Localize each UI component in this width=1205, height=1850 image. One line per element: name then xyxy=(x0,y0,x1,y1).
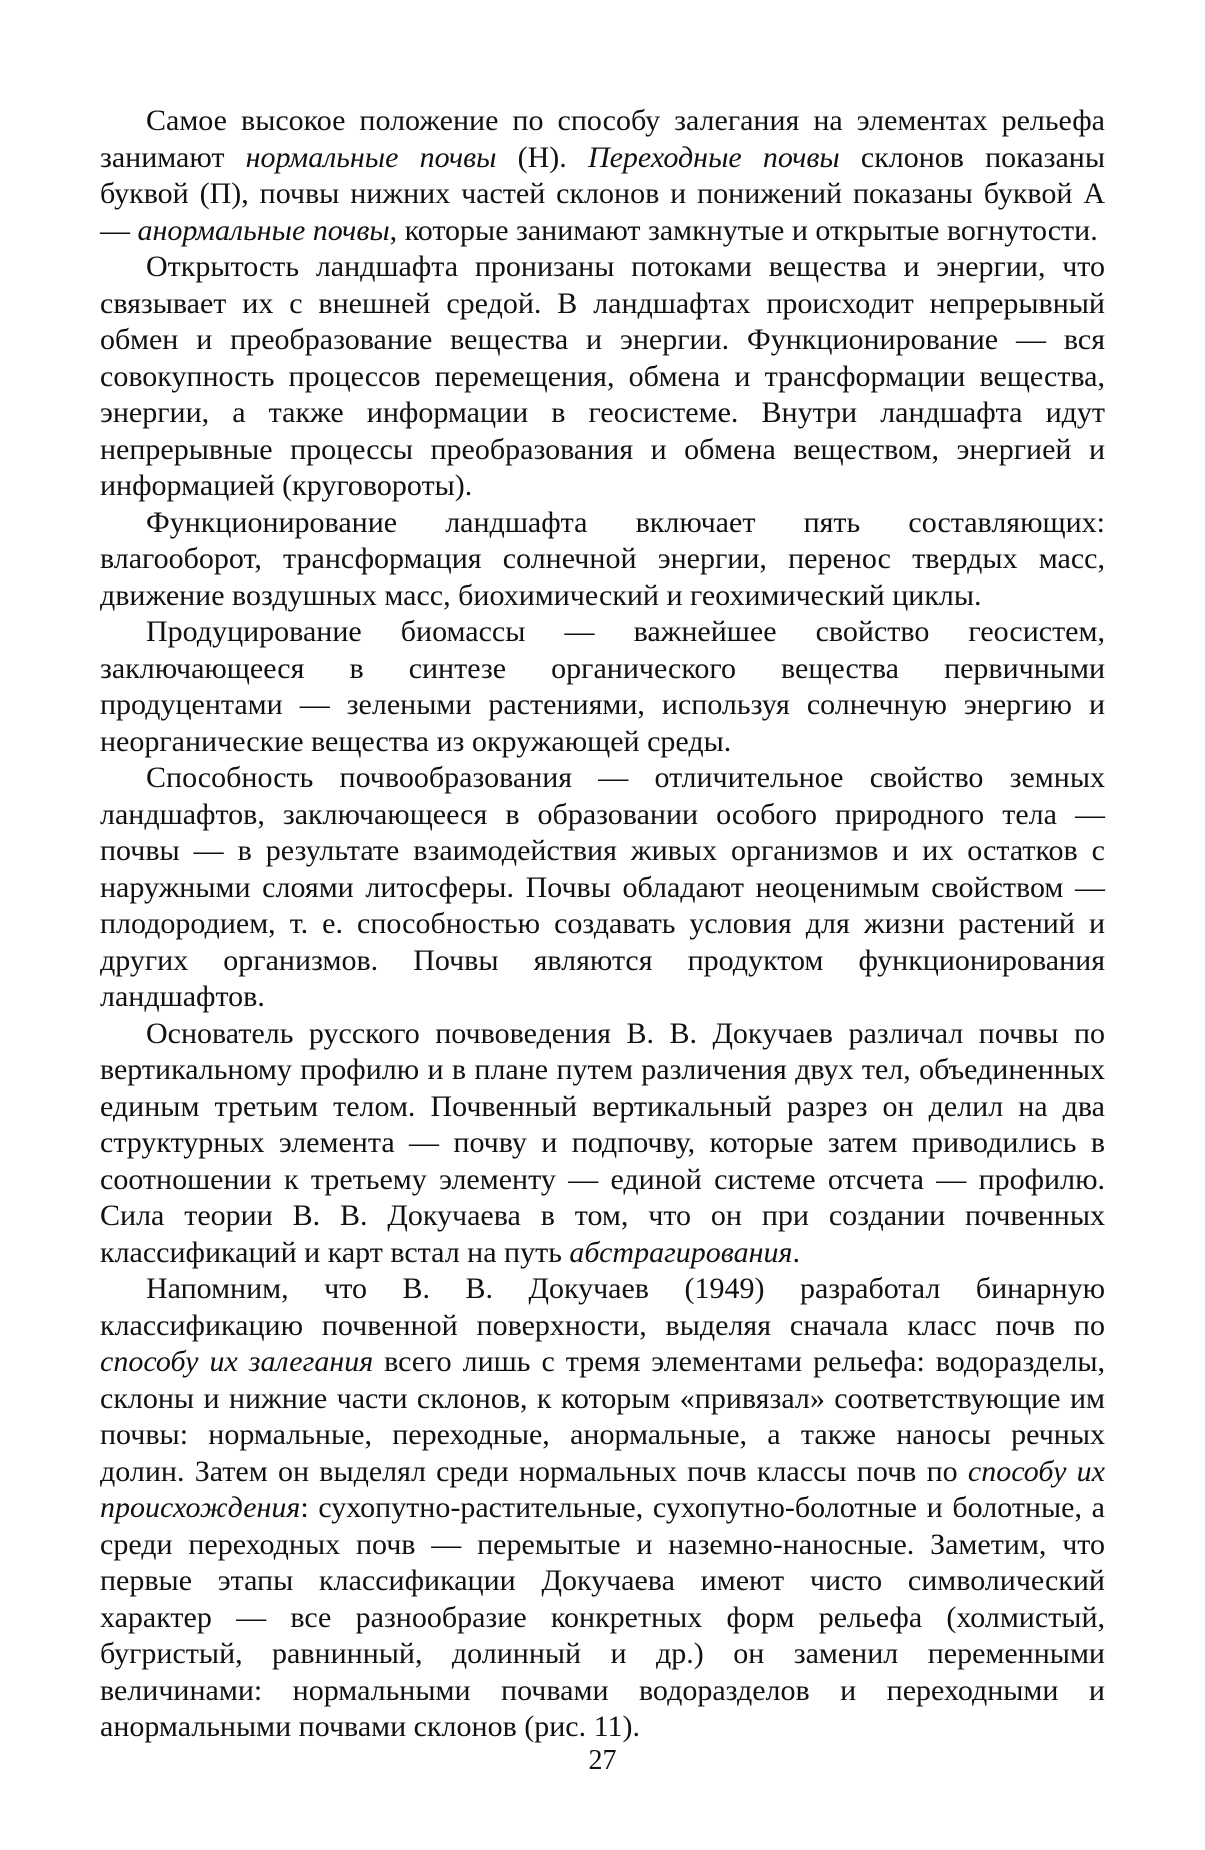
italic-term: нормальные почвы xyxy=(245,140,497,174)
paragraph-2 xyxy=(100,249,1105,505)
paragraph-1 xyxy=(100,103,1105,249)
paragraph-7 xyxy=(100,1271,1105,1746)
text-run: всего лишь с тремя элементами рельефа: водоразделы, склоны и нижние части склонов, к которым «привязал» соответствующие им почвы: нормальные, переходные, анормальные, а также наносы речных долин. Затем он выделял среди нормальных почв классы почв по xyxy=(100,1345,1105,1488)
text-run: , которые занимают замкнутые и открытые вогнутости. xyxy=(389,213,1098,247)
text-run: Основатель русского почвоведения В. В. Докучаев различал почвы по вертикальному профилю и в плане путем различения двух тел, объединенных единым третьим телом. Почвенный вертикальный разрез он делил на два структурных элемента — почву и подпочву, которые затем приводились в соотношении к третьему элементу — единой системе отсчета — профилю. Сила теории В. В. Докучаева в том, что он при создании почвенных классификаций и карт встал на путь xyxy=(100,1016,1105,1269)
text-run: : сухопутно-растительные, сухопутно-болотные и болотные, а среди переходных почв — перемытые и наземно-наносные. Заметим, что первые этапы классификации Докучаева имеют чисто символический характер — все разнообразие конкретных форм рельефа (холмистый, бугристый, равнинный, долинный и др.) он заменил переменными величинами: нормальными почвами водоразделов и переходными и анормальными почвами склонов (рис. 11). xyxy=(100,1491,1105,1743)
text-run: Продуцирование биомассы — важнейшее свойство геосистем, заключающееся в синтезе органического вещества первичными продуцентами — зелеными растениями, используя солнечную энергию и неорганические вещества из окружающей среды. xyxy=(100,615,1105,758)
paragraph-4 xyxy=(100,614,1105,760)
body-text xyxy=(100,103,1105,1746)
text-run: Самое высокое положение по способу залегания на элементах рельефа занимают xyxy=(100,104,1105,174)
text-run: Напомним, что В. В. Докучаев (1949) разработал бинарную классификацию почвенной поверхности, выделяя сначала класс почв по xyxy=(100,1272,1105,1342)
text-run: (Н). xyxy=(496,140,588,174)
italic-term: способу их происхождения xyxy=(100,1454,1105,1524)
page-number: 27 xyxy=(588,1745,617,1776)
paragraph-6 xyxy=(100,1016,1105,1272)
text-run: Функционирование ландшафта включает пять составляющих: влагооборот, трансформация солнечной энергии, перенос твердых масс, движение воздушных масс, биохимический и геохимический циклы. xyxy=(100,505,1105,612)
text-run: . xyxy=(792,1235,800,1269)
italic-term: анормальные почвы xyxy=(137,213,390,247)
italic-term: Переходные почвы xyxy=(587,140,840,174)
paragraph-3 xyxy=(100,505,1105,615)
text-run: склонов показаны буквой (П), почвы нижних частей склонов и понижений показаны буквой А — xyxy=(100,140,1105,247)
italic-term: абстрагирования xyxy=(569,1235,793,1269)
paragraph-5 xyxy=(100,760,1105,1016)
text-run: Открытость ландшафта пронизаны потоками вещества и энергии, что связывает их с внешней средой. В ландшафтах происходит непрерывный обмен и преобразование вещества и энергии. Функционирование — вся совокупность процессов перемещения, обмена и трансформации вещества, энергии, а также информации в геосистеме. Внутри ландшафта идут непрерывные процессы преобразования и обмена веществом, энергией и информацией (круговороты). xyxy=(100,250,1105,502)
text-run: Способность почвообразования — отличительное свойство земных ландшафтов, заключающееся в образовании особого природного тела — почвы — в результате взаимодействия живых организмов и их остатков с наружными слоями литосферы. Почвы обладают неоценимым свойством — плодородием, т. е. способностью создавать условия для жизни растений и других организмов. Почвы являются продуктом функционирования ландшафтов. xyxy=(100,761,1105,1013)
italic-term: способу их залегания xyxy=(100,1345,374,1378)
